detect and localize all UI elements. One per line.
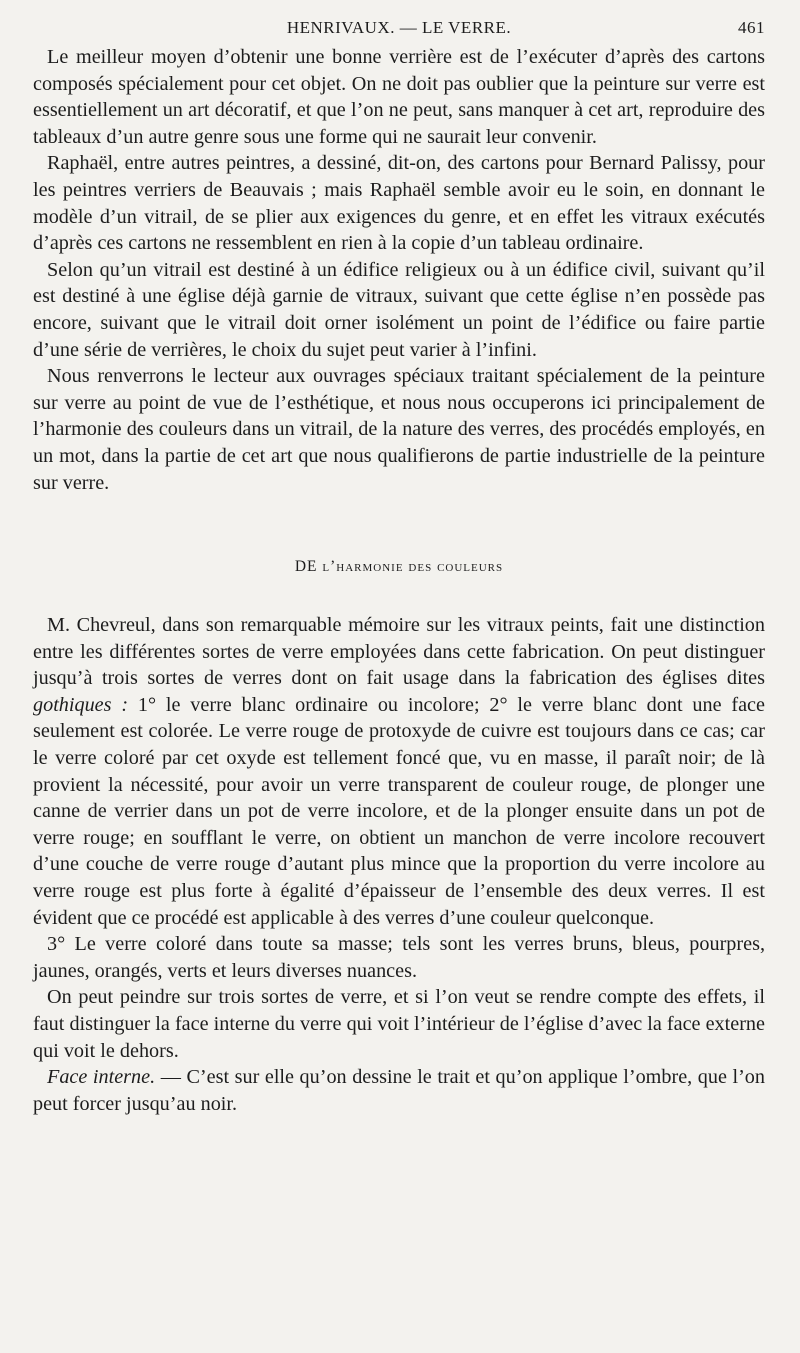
paragraph-5-part-a: M. Chevreul, dans son remarquable mémoire sur les vitraux peints, fait une distinction entre les différentes sortes de verre employées dans cette fabrication. On peut distinguer jusqu’à trois sortes de verres dont on fait usage dans la fabrication des églises dites [33,614,765,690]
section-title-prefix: DE [294,558,323,576]
paragraph-8-rest: — C’est sur elle qu’on dessine le trait et qu’on applique l’ombre, que l’on peut forcer jusqu’au noir. [33,1066,765,1115]
section-title-rest: l’harmonie des couleurs [322,558,504,576]
paragraph-2: Raphaël, entre autres peintres, a dessiné, dit-on, des cartons pour Bernard Palissy, pour les peintres verriers de Beauvais ; mais Raphaël semble avoir eu le soin, en donnant le modèle d’un vitrail, de se plier aux exigences du genre, et en effet les vitraux exécutés d’après ces cartons ne ressemblent en rien à la copie d’un tableau ordinaire. [33,152,765,255]
running-title: HENRIVAUX. — LE VERRE. [286,18,512,37]
section-title [33,558,765,576]
paragraph-3: Selon qu’un vitrail est destiné à un édifice religieux ou à un édifice civil, suivant qu’il est destiné à une église déjà garnie de vitraux, suivant que cette église n’en possède pas encore, suivant que le vitrail doit orner isolément un point de l’édifice ou faire partie d’une série de verrières, le choix du sujet peut varier à l’infini. [33,258,765,361]
paragraph-5-part-b: 1° le verre blanc ordinaire ou incolore; 2° le verre blanc dont une face seulement est colorée. Le verre rouge de protoxyde de cuivre est toujours dans ce cas; car le verre coloré par cet oxyde est tellement foncé que, vu en masse, il paraît noir; de là provient la nécessité, pour avoir un verre transparent de couleur rouge, de plonger une canne de verrier dans un pot de verre incolore, et de la plonger ensuite dans un pot de verre rouge; en soufflant le verre, on obtient un manchon de verre incolore recouvert d’une couche de verre rouge d’autant plus mince que la proportion du verre incolore au verre rouge est plus forte à égalité d’épaisseur de l’ensemble des deux verres. Il est évident que ce procédé est applicable à des verres d’une couleur quelconque. [33,693,765,929]
paragraph-5 [33,612,765,931]
paragraph-8 [33,1064,765,1117]
paragraph-4: Nous renverrons le lecteur aux ouvrages spéciaux traitant spécialement de la peinture sur verre au point de vue de l’esthétique, et nous nous occuperons ici principalement de l’harmonie des couleurs dans un vitrail, de la nature des verres, des procédés employés, en un mot, dans la partie de cet art que nous qualifierons de partie industrielle de la peinture sur verre. [33,365,765,494]
paragraph-1: Le meilleur moyen d’obtenir une bonne verrière est de l’exécuter d’après des cartons composés spécialement pour cet objet. On ne doit pas oublier que la peinture sur verre est essentiellement un art décoratif, et que l’on ne peut, sans manquer à cet art, reproduire des tableaux d’un autre genre sous une forme qui ne saurait leur convenir. [33,46,765,148]
paragraph-8-italic: Face interne. [47,1066,156,1089]
paragraph-7: On peut peindre sur trois sortes de verre, et si l’on veut se rendre compte des effets, il faut distinguer la face interne du verre qui voit l’intérieur de l’église d’avec la face externe qui voit le dehors. [33,986,765,1062]
paragraph-5-italic: gothiques : [33,693,129,716]
page-number: 461 [738,18,765,37]
paragraph-6: 3° Le verre coloré dans toute sa masse; tels sont les verres bruns, bleus, pourpres, jaunes, orangés, verts et leurs diverses nuances. [33,933,765,982]
running-head [33,18,765,44]
